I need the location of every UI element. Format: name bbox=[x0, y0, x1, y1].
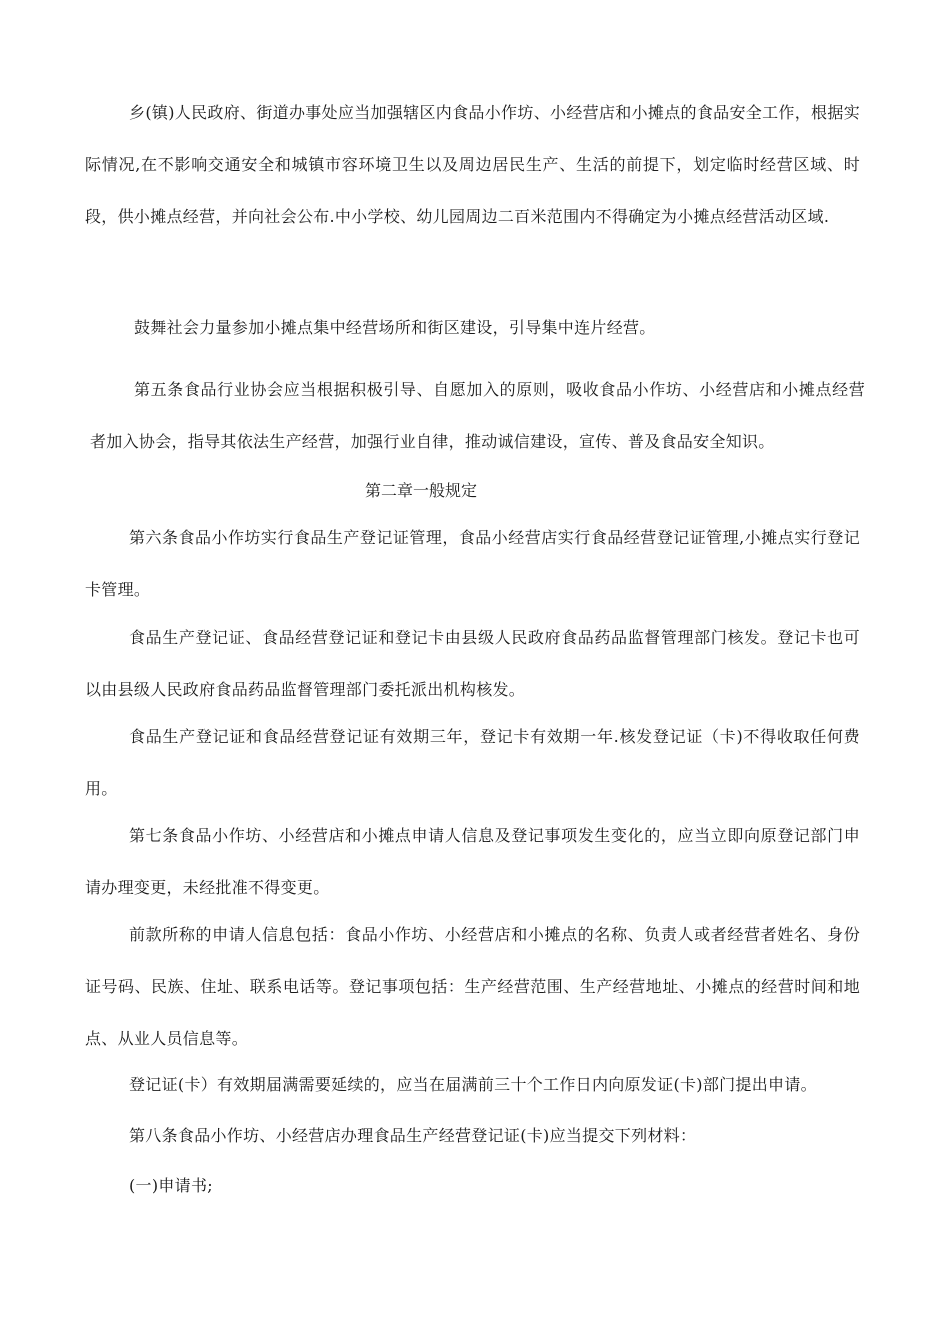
paragraph-encourage-social-forces: 鼓舞社会力量参加小摊点集中经营场所和街区建设，引导集中连片经营。 bbox=[134, 318, 656, 337]
paragraph-township-duties: 乡(镇)人民政府、街道办事处应当加强辖区内食品小作坊、小经营店和小摊点的食品安全工作，根据实际情况,在不影响交通安全和城镇市容环境卫生以及周边居民生产、生活的前提下，划定临时经营区域、时段，供小摊点经营，并向社会公布.中小学校、幼儿园周边二百米范围内不得确定为小摊点经营活动区域. bbox=[85, 103, 860, 226]
paragraph-article-7: 第七条食品小作坊、小经营店和小摊点申请人信息及登记事项发生变化的，应当立即向原登记部门申请办理变更，未经批准不得变更。 bbox=[85, 826, 860, 897]
paragraph-applicant-info: 前款所称的申请人信息包括：食品小作坊、小经营店和小摊点的名称、负责人或者经营者姓名、身份证号码、民族、住址、联系电话等。登记事项包括：生产经营范围、生产经营地址、小摊点的经营时间和地点、从业人员信息等。 bbox=[85, 925, 860, 1048]
paragraph-article-5: 第五条食品行业协会应当根据积极引导、自愿加入的原则，吸收食品小作坊、小经营店和小摊点经营者加入协会，指导其依法生产经营，加强行业自律，推动诚信建设，宣传、普及食品安全知识。 bbox=[90, 380, 865, 451]
paragraph-license-validity: 食品生产登记证和食品经营登记证有效期三年，登记卡有效期一年.核发登记证（卡)不得收取任何费用。 bbox=[85, 727, 860, 798]
paragraph-article-6: 第六条食品小作坊实行食品生产登记证管理，食品小经营店实行食品经营登记证管理,小摊点实行登记卡管理。 bbox=[85, 528, 860, 599]
chapter-heading: 第二章一般规定 bbox=[364, 481, 477, 500]
list-item-application: (一)申请书; bbox=[129, 1176, 213, 1195]
paragraph-article-8: 第八条食品小作坊、小经营店办理食品生产经营登记证(卡)应当提交下列材料： bbox=[129, 1126, 697, 1145]
paragraph-renewal: 登记证(卡）有效期届满需要延续的，应当在届满前三十个工作日内向原发证(卡)部门提出申请。 bbox=[129, 1075, 817, 1094]
paragraph-license-issuance: 食品生产登记证、食品经营登记证和登记卡由县级人民政府食品药品监督管理部门核发。登记卡也可以由县级人民政府食品药品监督管理部门委托派出机构核发。 bbox=[85, 628, 860, 699]
